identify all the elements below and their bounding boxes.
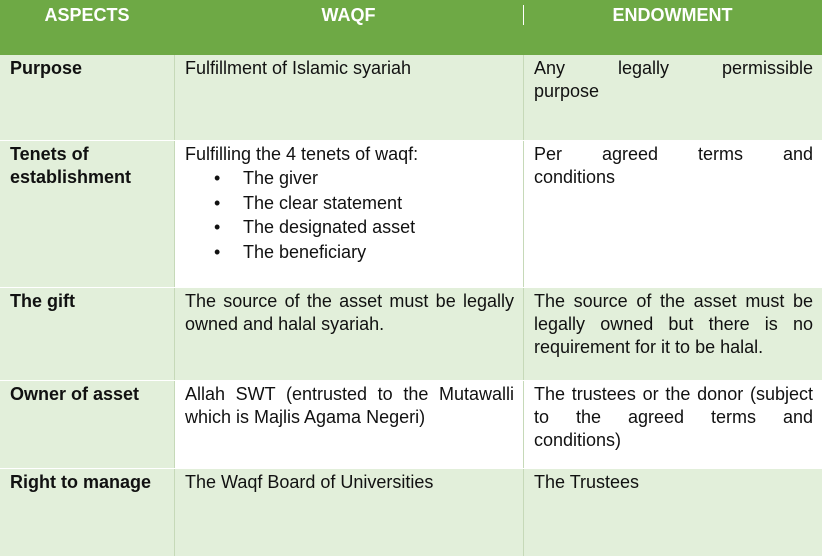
list-item: • The designated asset [243, 215, 514, 240]
waqf-cell: Allah SWT (entrusted to the Mutawalli which is Majlis Agama Negeri) [174, 381, 523, 468]
aspect-cell: The gift [0, 288, 174, 380]
table-row [0, 55, 822, 141]
table-row [0, 469, 822, 556]
aspect-cell: Owner of asset [0, 381, 174, 468]
endowment-cell [523, 141, 822, 287]
table-row [0, 288, 822, 381]
endowment-line: conditions [534, 167, 616, 187]
endowment-cell: The trustees or the donor (subject to the agreed terms and conditions) [523, 381, 822, 468]
table-row [0, 141, 822, 288]
waqf-cell: The source of the asset must be legally owned and halal syariah. [174, 288, 523, 380]
aspect-cell: Right to manage [0, 469, 174, 556]
tenets-list [185, 166, 514, 264]
list-item: • The clear statement [243, 191, 514, 216]
table-row [0, 381, 822, 469]
endowment-line: Per agreed terms and [534, 144, 813, 164]
endowment-cell: The source of the asset must be legally owned but there is no requirement for it to be halal. [523, 288, 822, 380]
list-item: • The beneficiary [243, 240, 514, 265]
list-item: • The giver [243, 166, 514, 191]
aspect-cell: Tenets of establishment [0, 141, 174, 287]
endowment-cell: The Trustees [523, 469, 822, 556]
header-aspects: ASPECTS [44, 5, 130, 25]
waqf-cell: The Waqf Board of Universities [174, 469, 523, 556]
waqf-cell: Fulfillment of Islamic syariah [174, 55, 523, 140]
table-header-row [0, 0, 822, 55]
aspect-cell: Purpose [0, 55, 174, 140]
waqf-cell [174, 141, 523, 287]
header-endowment: ENDOWMENT [523, 0, 822, 55]
endowment-line: purpose [534, 81, 600, 101]
waqf-intro: Fulfilling the 4 tenets of waqf: [185, 144, 419, 164]
endowment-cell [523, 55, 822, 140]
header-waqf: WAQF [321, 5, 376, 25]
endowment-line: Any legally permissible [534, 58, 813, 78]
